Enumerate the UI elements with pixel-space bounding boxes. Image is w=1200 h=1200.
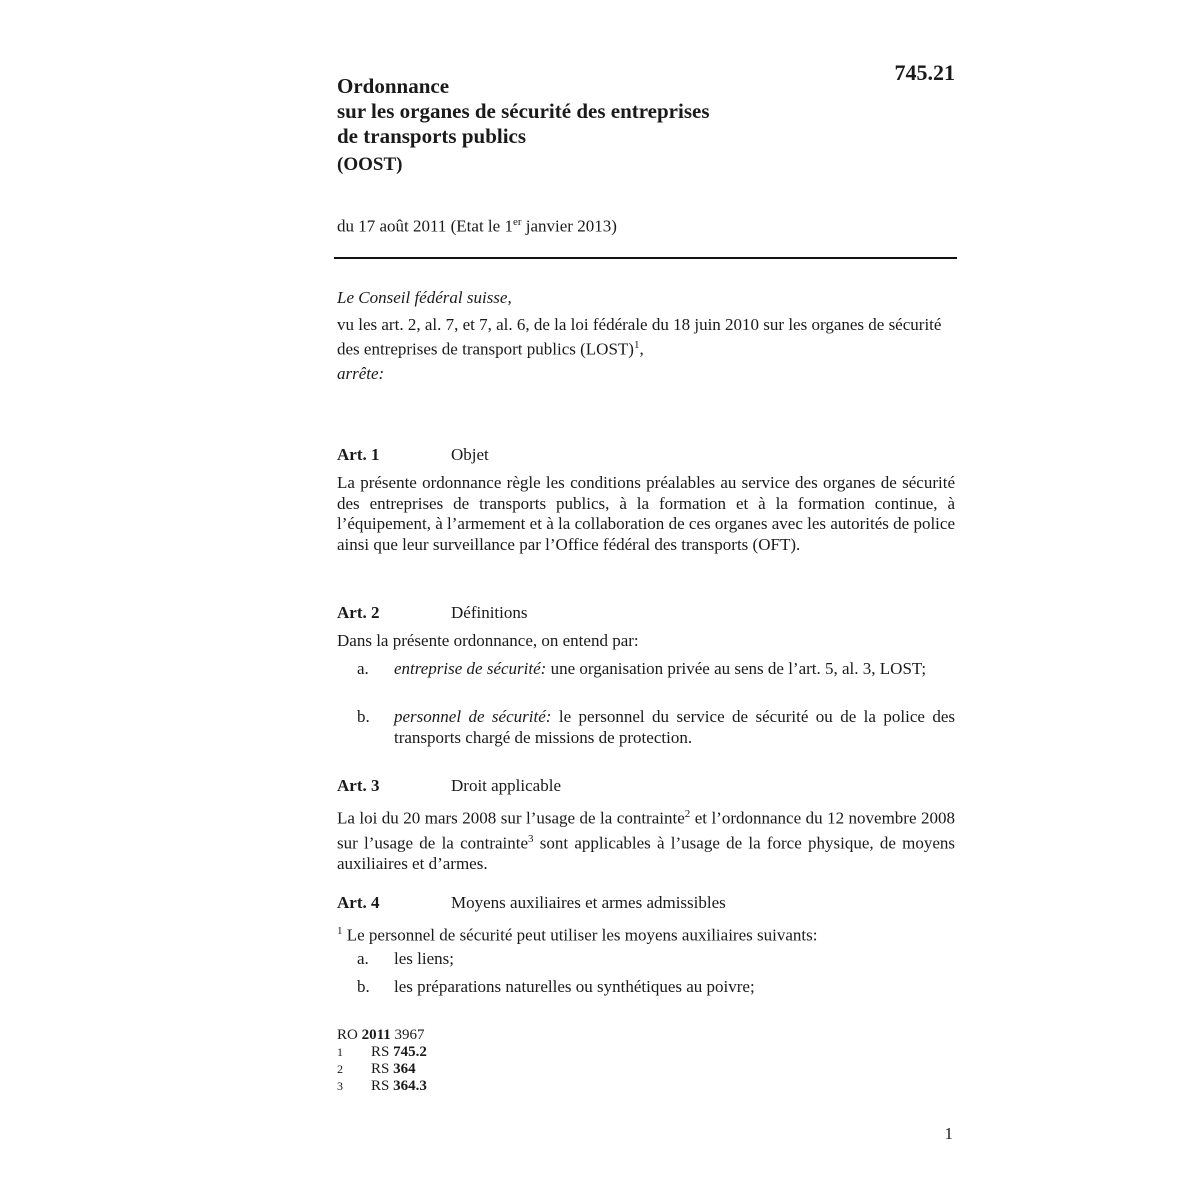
list-item (337, 707, 955, 748)
preamble (337, 288, 955, 385)
list-item-text: les liens; (394, 949, 454, 968)
paragraph-text: et l’ordonnance du 12 novembre 2008 sur l’usage de la contrainte (337, 808, 955, 853)
article-paragraph (337, 804, 955, 875)
preamble-basis-text: vu les art. 2, al. 7, et 7, al. 6, de la loi fédérale du 18 juin 2010 sur les organes de sécurité des entreprises de transport publics (LOST) (337, 314, 942, 359)
paragraph-text: sont applicables à l’usage de la force physique, de moyens auxiliaires et d’armes. (337, 833, 956, 874)
ro-page: 3967 (390, 1027, 425, 1043)
article-paragraph (337, 921, 955, 946)
article-number: Art. 1 (337, 445, 380, 464)
article-title: Droit applicable (451, 776, 561, 795)
article-body (337, 473, 955, 555)
article-number: Art. 4 (337, 893, 380, 912)
defined-term: personnel de sécurité: (394, 707, 552, 726)
footnote-ref-number: 745.2 (393, 1044, 427, 1060)
article-title: Objet (451, 445, 489, 464)
list-item-text (394, 659, 955, 680)
article-paragraph: La présente ordonnance règle les conditions préalables au service des organes de sécurité des entreprises de transports publics, à la formation et à la formation continue, à l’équipement, à l’armement et à la collaboration de ces organes avec les autorités de police ainsi que leur surveillance par l’Office fédéral des transports (OFT). (337, 473, 955, 554)
list-item-letter: a. (357, 659, 369, 678)
defined-term: entreprise de sécurité: (394, 659, 547, 678)
footnote (337, 1078, 427, 1095)
preamble-basis (337, 315, 955, 361)
official-collection-ref (337, 1027, 427, 1044)
footnote (337, 1061, 427, 1078)
preamble-authority: Le Conseil fédéral suisse, (337, 288, 512, 307)
document-abbreviation: (OOST) (337, 154, 403, 175)
sr-number: 745.21 (894, 60, 955, 85)
footnote-number: 1 (337, 1045, 343, 1059)
list-item-letter: b. (357, 977, 370, 996)
footnote-ref-number: 364.3 (393, 1078, 427, 1094)
article-heading (337, 603, 528, 623)
article-intro (337, 921, 955, 946)
document-date (337, 216, 617, 237)
article-heading (337, 445, 489, 465)
list-item-text: les préparations naturelles ou synthétiques au poivre; (394, 977, 755, 996)
article-heading (337, 893, 726, 913)
article-title: Moyens auxiliaires et armes admissibles (451, 893, 726, 912)
preamble-basis-end: , (639, 339, 644, 359)
list-item-letter: a. (357, 949, 369, 968)
footnote-ref[interactable]: 3 (528, 833, 534, 846)
footnote-prefix: RS (371, 1078, 394, 1094)
article-heading (337, 776, 561, 796)
footnote-prefix: RS (371, 1044, 394, 1060)
date-prefix: du 17 août 2011 (Etat le 1 (337, 216, 513, 236)
footnote-ref-number: 364 (393, 1061, 416, 1077)
preamble-decree: arrête: (337, 364, 385, 384)
footnote-number: 3 (337, 1079, 343, 1093)
list-item (337, 977, 955, 998)
definition-text: le personnel du service de sécurité ou de la police des transports chargé de missions de protection. (394, 707, 955, 747)
paragraph-text: La loi du 20 mars 2008 sur l’usage de la contrainte (337, 808, 685, 828)
footnote-number: 2 (337, 1062, 343, 1076)
title-line: sur les organes de sécurité des entreprises (337, 99, 710, 123)
date-superscript: er (512, 216, 522, 228)
footnote-prefix: RS (371, 1061, 394, 1077)
ro-year: 2011 (361, 1027, 391, 1043)
definition-text: une organisation privée au sens de l’art. 5, al. 3, LOST; (546, 659, 927, 678)
article-number: Art. 3 (337, 776, 380, 795)
footnote (337, 1044, 427, 1061)
document-title (337, 74, 710, 149)
footnotes (337, 1027, 427, 1095)
title-line: de transports publics (337, 124, 527, 148)
list-item-text (394, 707, 955, 748)
paragraph-number: 1 (337, 925, 343, 937)
article-number: Art. 2 (337, 603, 380, 622)
article-intro (337, 631, 955, 652)
list-item-letter: b. (357, 707, 370, 726)
article-title: Définitions (451, 603, 528, 622)
header-divider (334, 257, 957, 259)
article-body (337, 804, 955, 875)
page-number: 1 (944, 1124, 953, 1143)
ro-prefix: RO (337, 1027, 362, 1043)
footnote-ref[interactable]: 1 (633, 339, 640, 351)
list-item (337, 949, 955, 970)
article-paragraph: Dans la présente ordonnance, on entend par: (337, 631, 639, 650)
list-item (337, 659, 955, 680)
date-suffix: janvier 2013) (521, 216, 617, 236)
footnote-ref[interactable]: 2 (684, 808, 691, 820)
title-line: Ordonnance (337, 74, 450, 98)
paragraph-text: Le personnel de sécurité peut utiliser les moyens auxiliaires suivants: (342, 925, 818, 945)
